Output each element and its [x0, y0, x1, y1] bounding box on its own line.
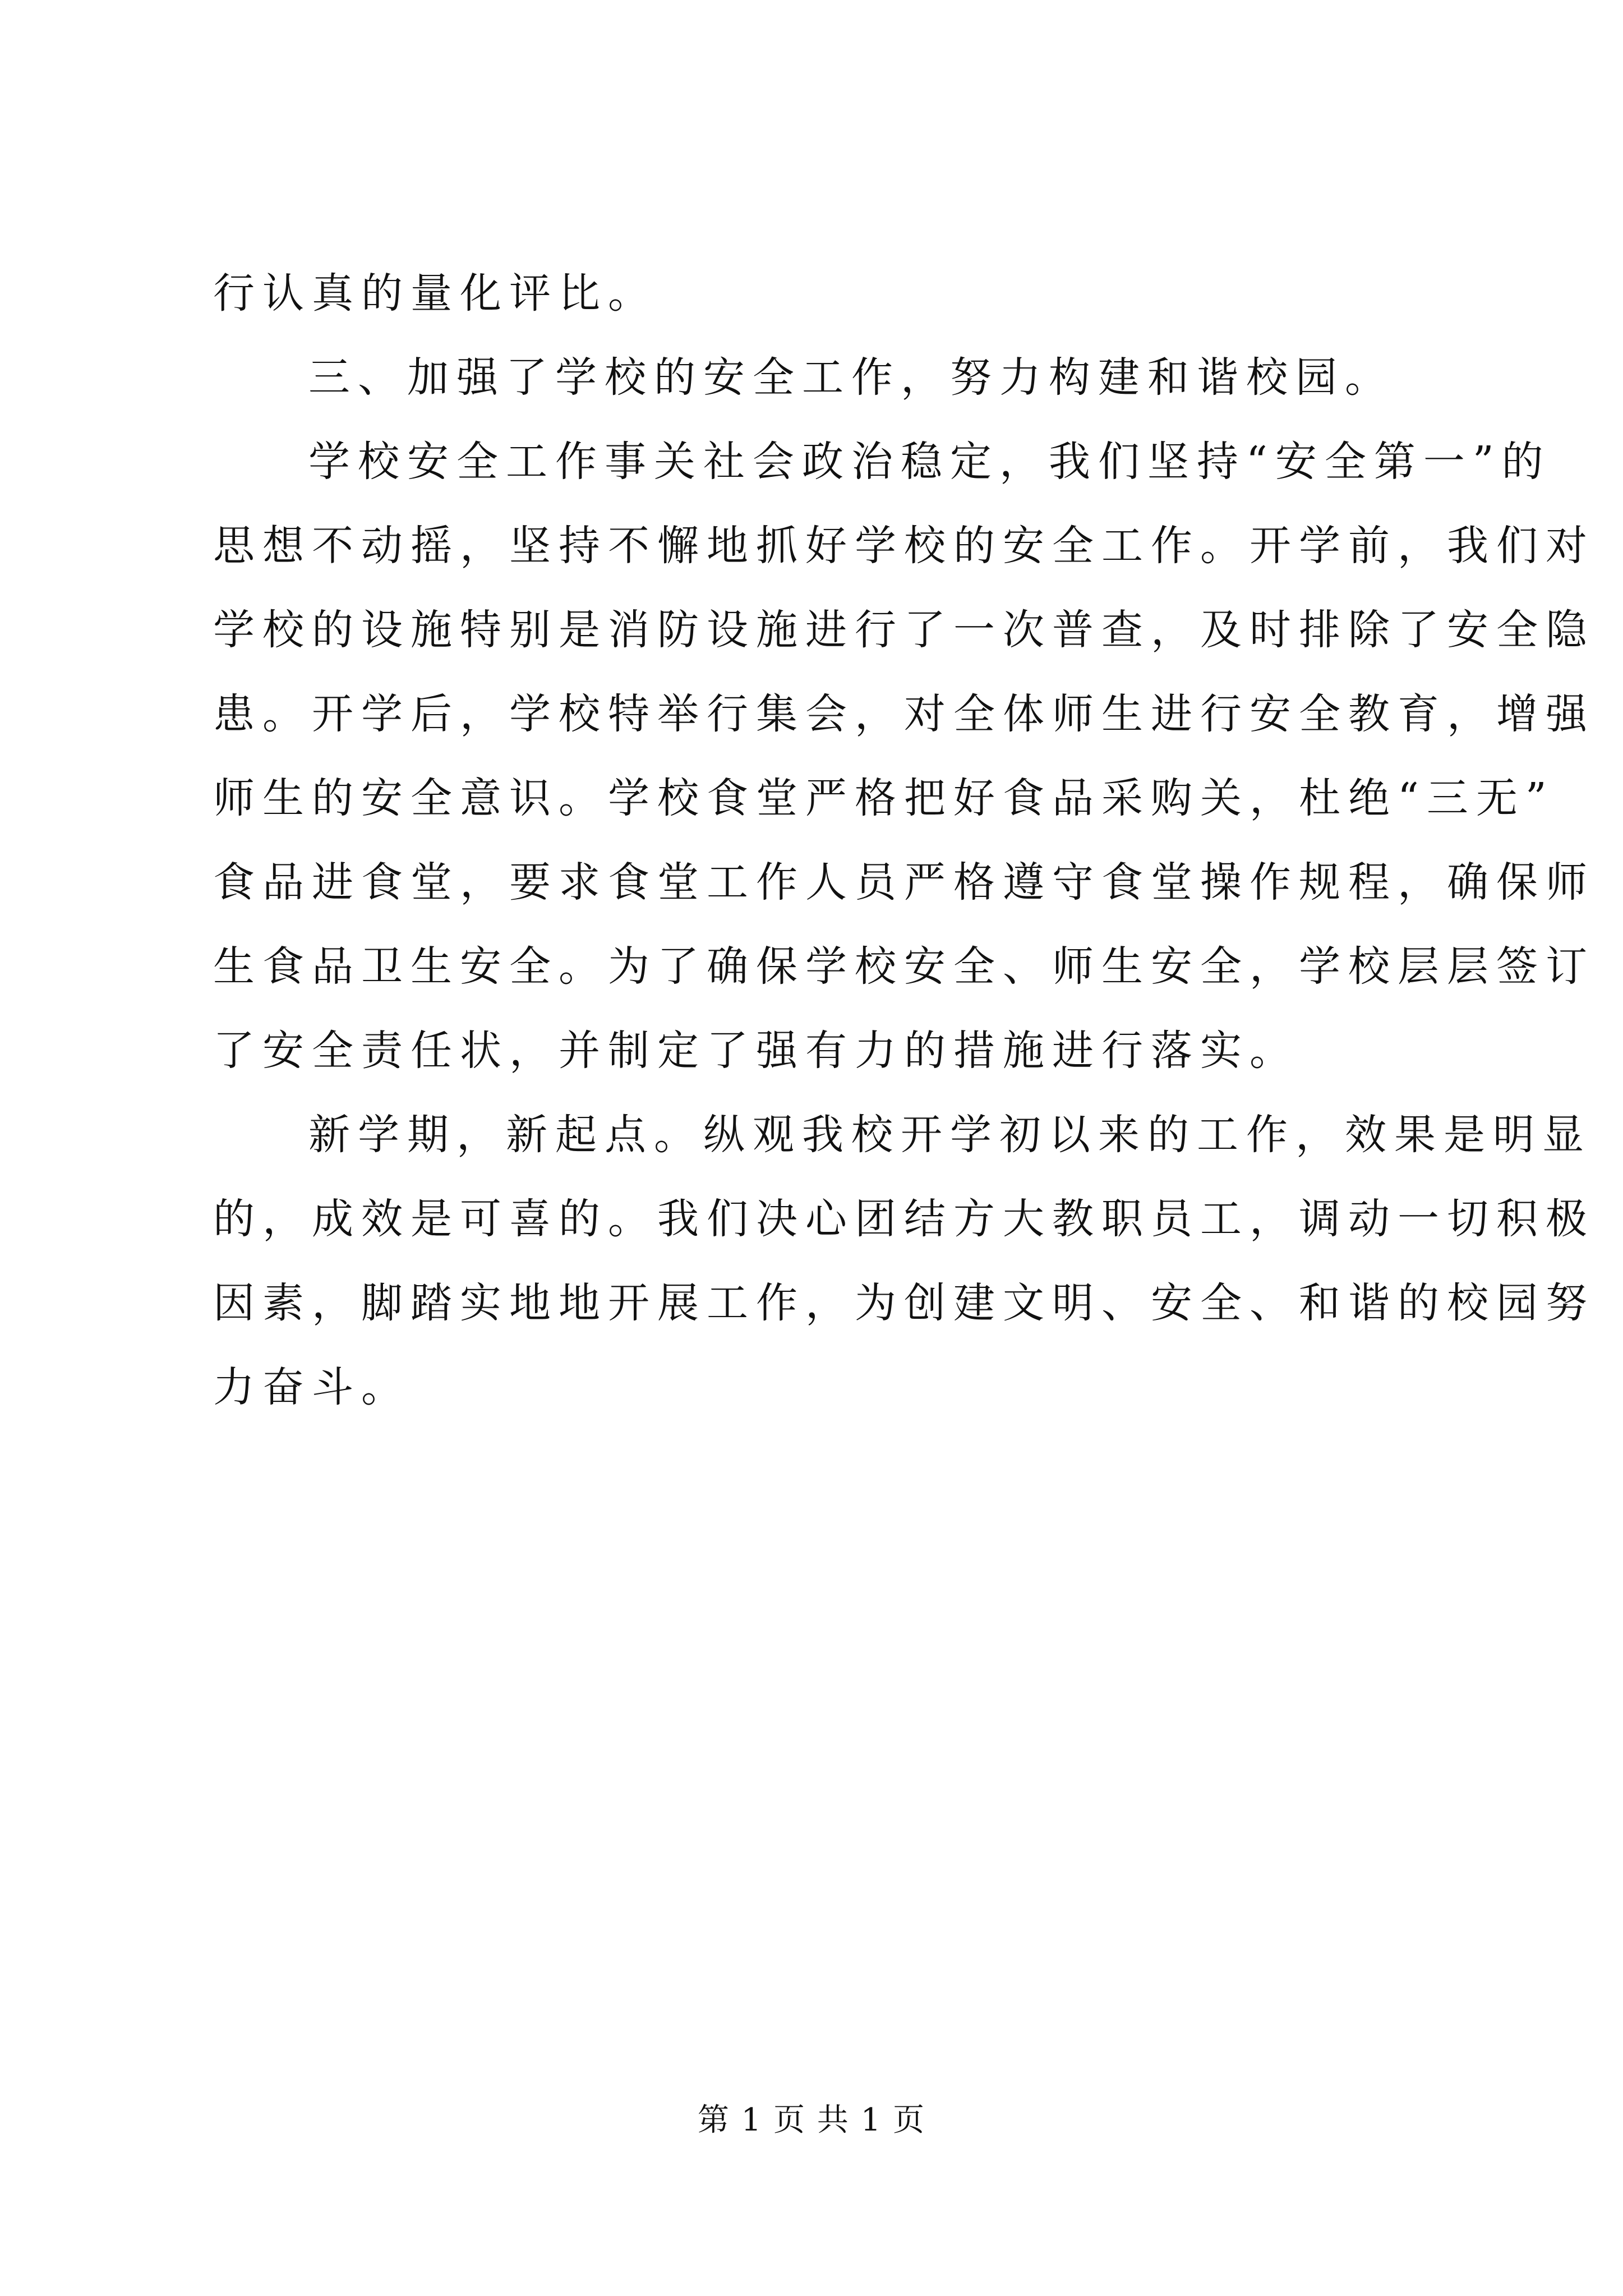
- text-line-11: 新学期，新起点。纵观我校开学初以来的工作，效果是明显: [308, 1111, 1592, 1159]
- text-line-3: 学校安全工作事关社会政治稳定，我们坚持“安全第一”的: [308, 438, 1551, 486]
- text-line-9: 生食品卫生安全。为了确保学校安全、师生安全，学校层层签订: [213, 942, 1595, 991]
- text-line-12: 的，成效是可喜的。我们决心团结方大教职员工，调动一切积极: [213, 1195, 1595, 1243]
- text-line-14: 力奋斗。: [213, 1363, 411, 1411]
- text-line-10: 了安全责任状，并制定了强有力的措施进行落实。: [213, 1027, 1299, 1075]
- text-line-4: 思想不动摇，坚持不懈地抓好学校的安全工作。开学前，我们对: [213, 522, 1595, 570]
- text-line-1: 行认真的量化评比。: [213, 269, 657, 318]
- section-heading: 三、加强了学校的安全工作，努力构建和谐校园。: [308, 353, 1394, 402]
- text-line-6: 患。开学后，学校特举行集会，对全体师生进行安全教育，增强: [213, 690, 1595, 738]
- text-line-5: 学校的设施特别是消防设施进行了一次普查，及时排除了安全隐: [213, 606, 1595, 654]
- page-number-footer: 第 1 页 共 1 页: [697, 2102, 926, 2138]
- text-line-13: 因素，脚踏实地地开展工作，为创建文明、安全、和谐的校园努: [213, 1279, 1595, 1327]
- text-line-7: 师生的安全意识。学校食堂严格把好食品采购关，杜绝“三无”: [213, 774, 1555, 822]
- text-line-8: 食品进食堂，要求食堂工作人员严格遵守食堂操作规程，确保师: [213, 858, 1595, 907]
- document-body: [213, 251, 1595, 1429]
